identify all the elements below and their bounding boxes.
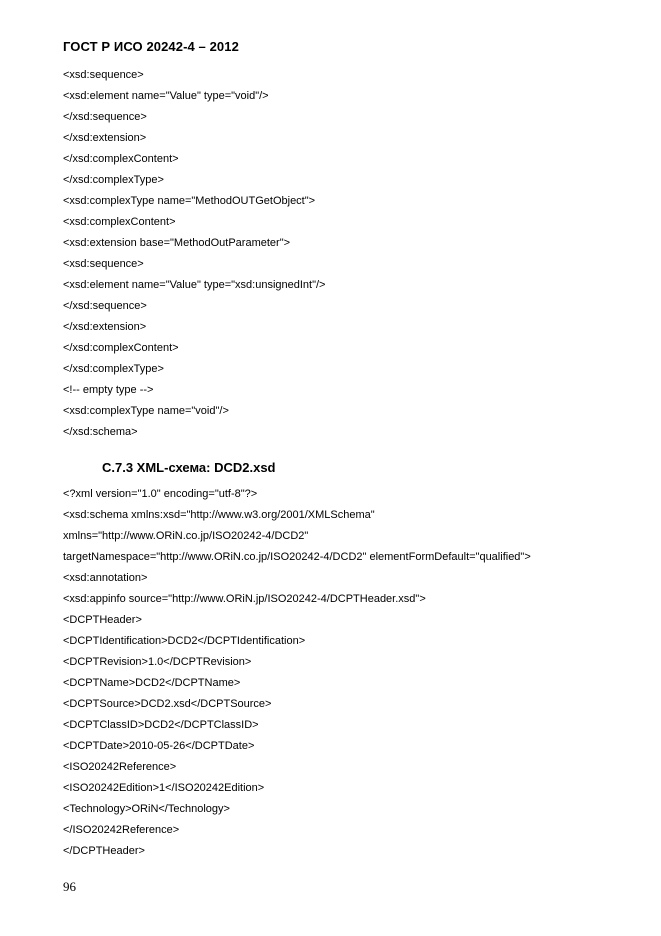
code-line: </xsd:complexType> (63, 174, 164, 186)
section-heading: C.7.3 XML-схема: DCD2.xsd (102, 460, 276, 475)
code-line: <xsd:element name="Value" type="void"/> (63, 90, 269, 102)
code-line: <xsd:element name="Value" type="xsd:unsignedInt"/> (63, 279, 326, 291)
code-line: <!-- empty type --> (63, 384, 154, 396)
code-line: <DCPTDate>2010-05-26</DCPTDate> (63, 740, 255, 752)
code-line: xmlns="http://www.ORiN.co.jp/ISO20242-4/DCD2" (63, 530, 309, 542)
code-line: </xsd:schema> (63, 426, 138, 438)
page-number: 96 (63, 879, 76, 894)
code-line: targetNamespace="http://www.ORiN.co.jp/ISO20242-4/DCD2" elementFormDefault="qualified"> (63, 551, 531, 563)
code-line: <xsd:extension base="MethodOutParameter"> (63, 237, 291, 249)
code-line: <?xml version="1.0" encoding="utf-8"?> (63, 488, 258, 500)
code-line: </DCPTHeader> (63, 845, 145, 857)
code-line: <DCPTRevision>1.0</DCPTRevision> (63, 656, 252, 668)
page-header: ГОСТ Р ИСО 20242-4 – 2012 (63, 39, 239, 54)
code-line: <xsd:sequence> (63, 69, 144, 81)
code-line: <DCPTSource>DCD2.xsd</DCPTSource> (63, 698, 272, 710)
code-line: <DCPTHeader> (63, 614, 142, 626)
code-line: </ISO20242Reference> (63, 824, 180, 836)
code-line: <DCPTName>DCD2</DCPTName> (63, 677, 241, 689)
code-line: <xsd:complexContent> (63, 216, 176, 228)
code-line: <DCPTIdentification>DCD2</DCPTIdentification> (63, 635, 306, 647)
code-line: </xsd:extension> (63, 321, 147, 333)
code-line: <ISO20242Reference> (63, 761, 177, 773)
code-line: </xsd:complexContent> (63, 342, 179, 354)
code-line: <xsd:complexType name="void"/> (63, 405, 229, 417)
code-line: <xsd:complexType name="MethodOUTGetObject"> (63, 195, 316, 207)
code-line: <DCPTClassID>DCD2</DCPTClassID> (63, 719, 259, 731)
code-line: </xsd:sequence> (63, 111, 147, 123)
code-line: <xsd:appinfo source="http://www.ORiN.jp/ISO20242-4/DCPTHeader.xsd"> (63, 593, 426, 605)
code-line: <Technology>ORiN</Technology> (63, 803, 230, 815)
code-line: <xsd:schema xmlns:xsd="http://www.w3.org/2001/XMLSchema" (63, 509, 375, 521)
code-block-dcd2-xsd (63, 484, 531, 862)
code-line: </xsd:complexType> (63, 363, 164, 375)
code-line: <xsd:annotation> (63, 572, 148, 584)
code-line: </xsd:complexContent> (63, 153, 179, 165)
code-line: </xsd:sequence> (63, 300, 147, 312)
code-line: <ISO20242Edition>1</ISO20242Edition> (63, 782, 265, 794)
code-line: </xsd:extension> (63, 132, 147, 144)
code-line: <xsd:sequence> (63, 258, 144, 270)
code-block-schema-end (63, 65, 325, 443)
